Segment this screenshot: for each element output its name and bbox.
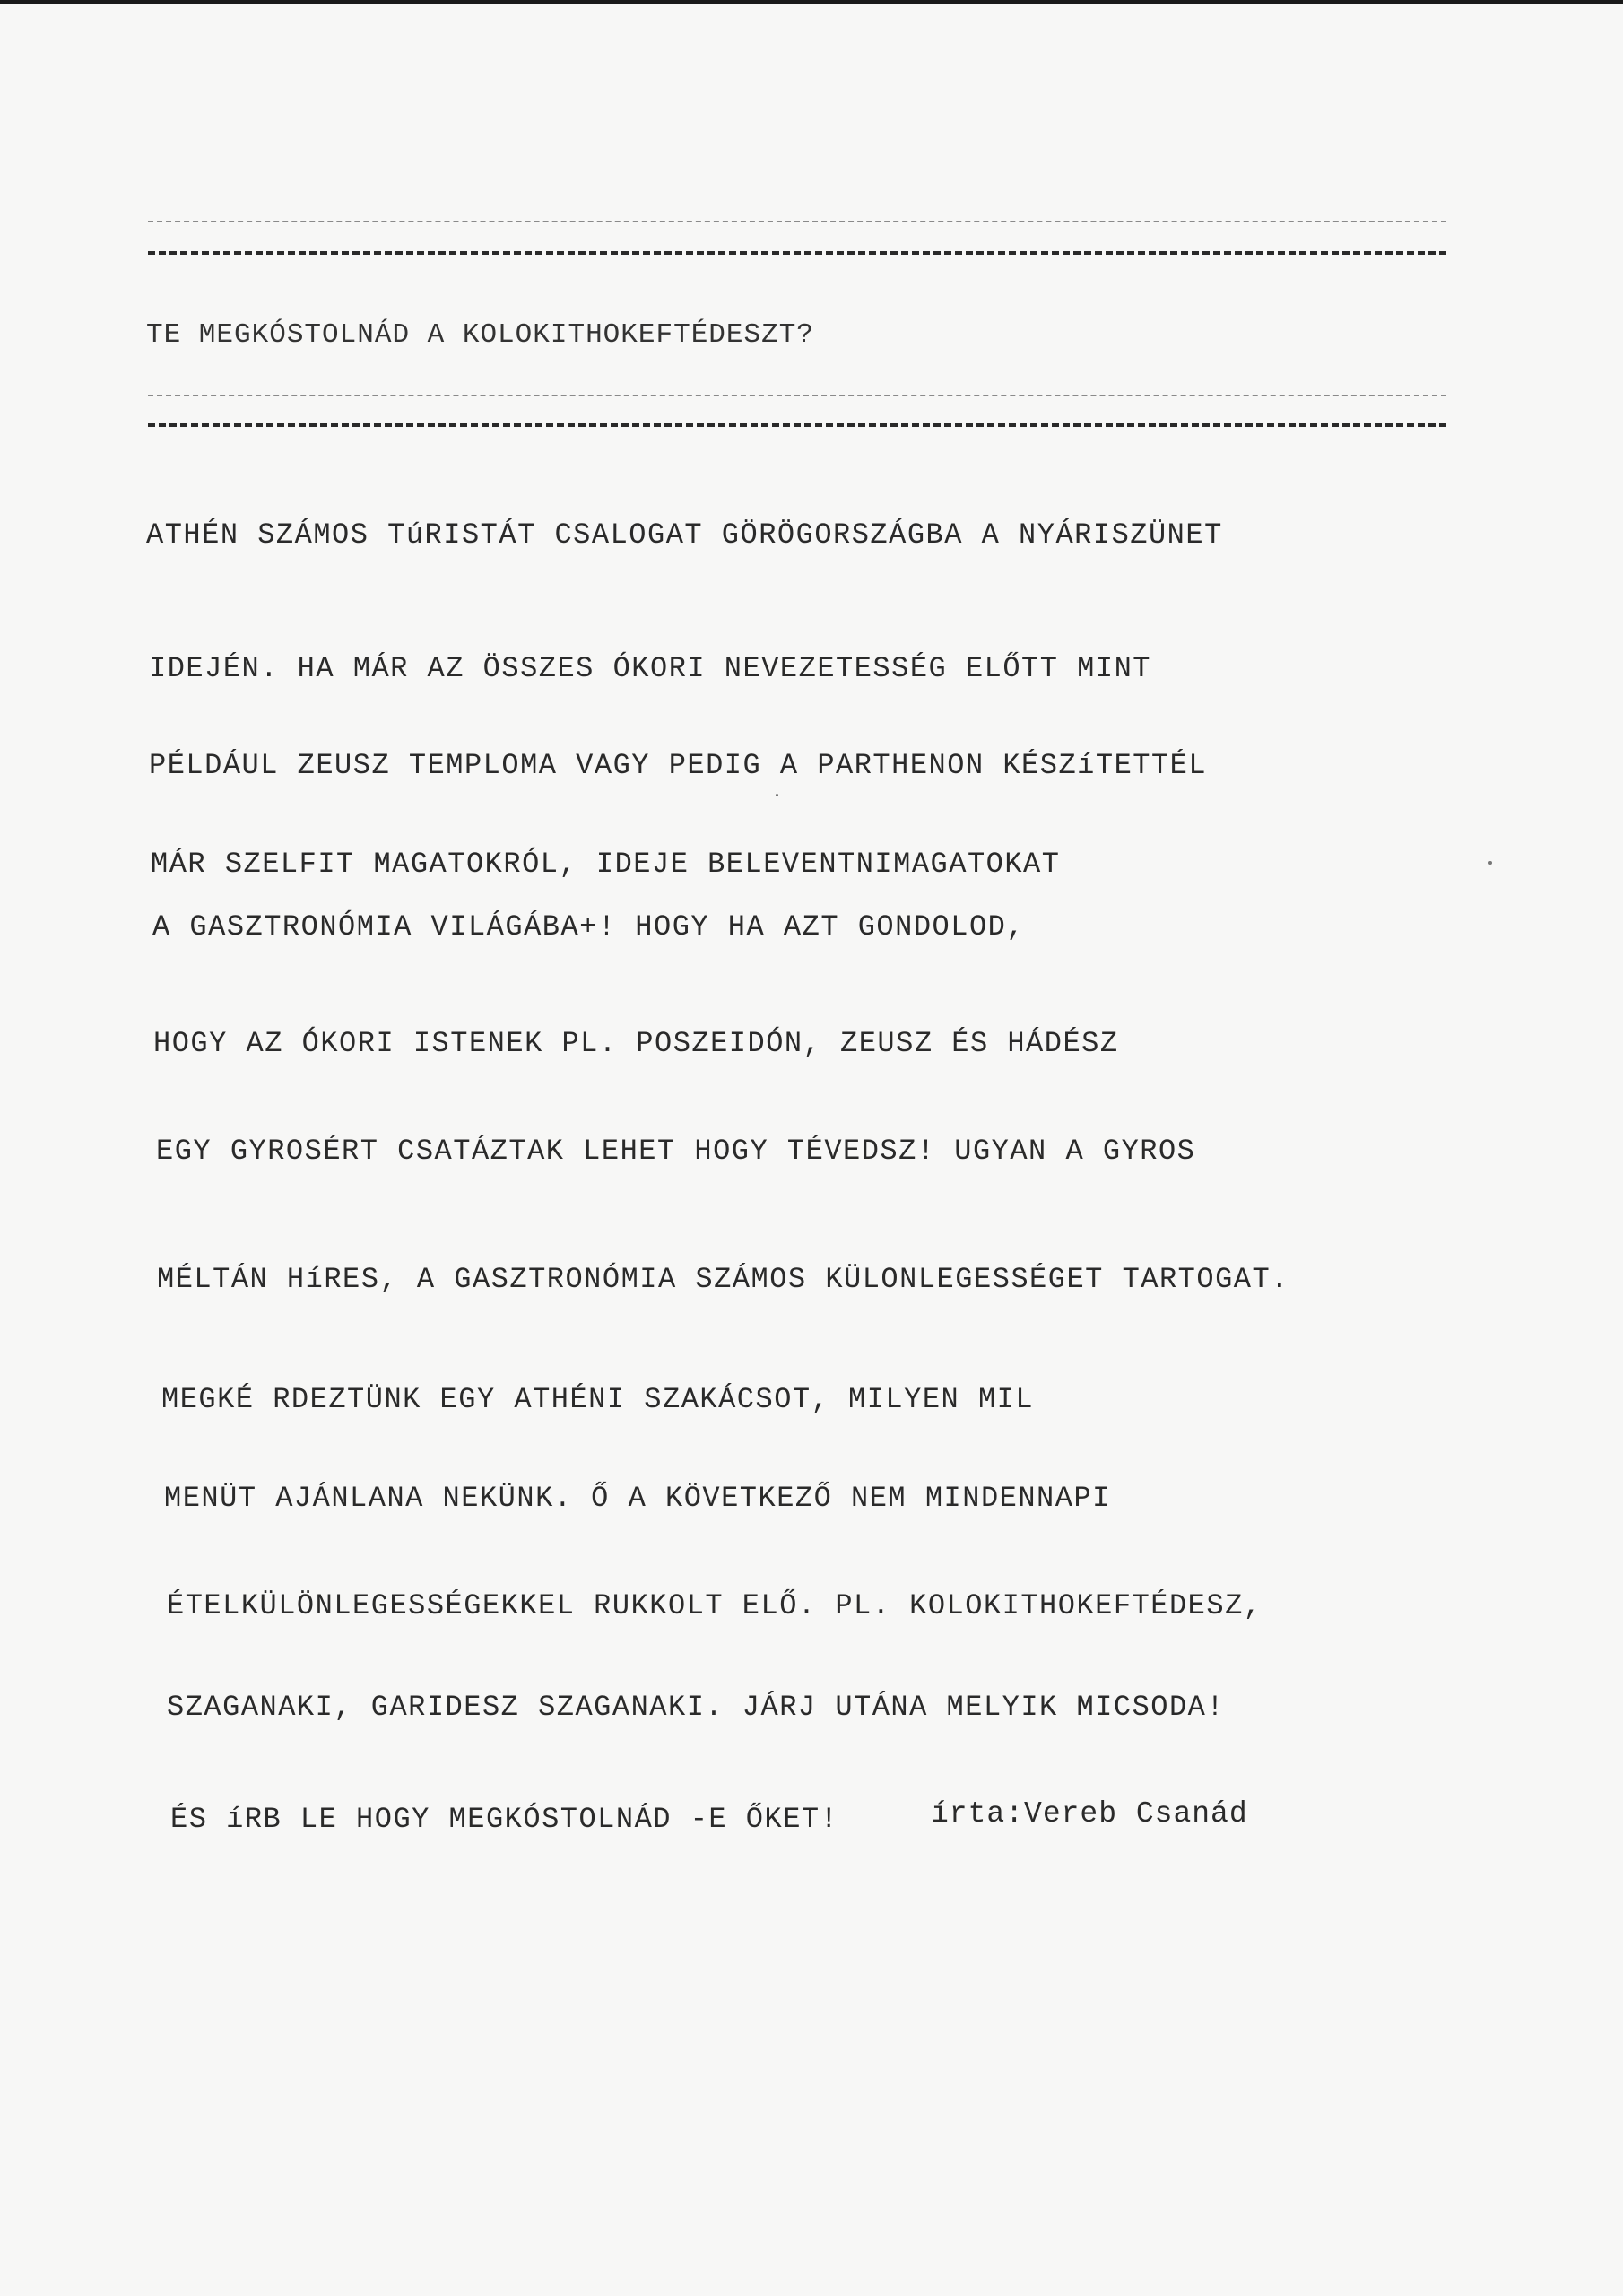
paper-speck xyxy=(1488,861,1492,865)
dashed-rule-heavy xyxy=(148,251,1446,255)
text-line: MENÜT AJÁNLANA NEKÜNK. Ő A KÖVETKEZŐ NEM MINDENNAPI xyxy=(164,1482,1111,1515)
text-line: PÉLDÁUL ZEUSZ TEMPLOMA VAGY PEDIG A PARTHENON KÉSZíTETTÉL xyxy=(149,749,1208,782)
dashed-rule-heavy xyxy=(148,423,1446,427)
author-signature: írta:Vereb Csanád xyxy=(931,1797,1248,1831)
dashed-rule-light xyxy=(148,395,1446,396)
text-line: A GASZTRONÓMIA VILÁGÁBA+! HOGY HA AZT GONDOLOD, xyxy=(152,910,1026,944)
text-line: MÉLTÁN HíRES, A GASZTRONÓMIA SZÁMOS KÜLONLEGESSÉGET TARTOGAT. xyxy=(157,1263,1289,1296)
text-line: ÉTELKÜLÖNLEGESSÉGEKKEL RUKKOLT ELŐ. PL. KOLOKITHOKEFTÉDESZ, xyxy=(167,1589,1263,1622)
document-title: TE MEGKÓSTOLNÁD A KOLOKITHOKEFTÉDESZT? xyxy=(146,319,814,351)
text-line: SZAGANAKI, GARIDESZ SZAGANAKI. JÁRJ UTÁNA MELYIK MICSODA! xyxy=(167,1691,1226,1724)
text-line: ÉS íRB LE HOGY MEGKÓSTOLNÁD -E ŐKET! xyxy=(170,1803,839,1836)
text-line: MÁR SZELFIT MAGATOKRÓL, IDEJE BELEVENTNIMAGATOKAT xyxy=(151,848,1061,881)
text-line: MEGKÉ RDEZTÜNK EGY ATHÉNI SZAKÁCSOT, MILYEN MIL xyxy=(161,1383,1035,1416)
text-line: ATHÉN SZÁMOS TúRISTÁT CSALOGAT GÖRÖGORSZÁGBA A NYÁRISZÜNET xyxy=(146,518,1223,552)
text-line: EGY GYROSÉRT CSATÁZTAK LEHET HOGY TÉVEDSZ! UGYAN A GYROS xyxy=(156,1135,1196,1168)
paper-speck xyxy=(776,794,778,796)
page-top-edge xyxy=(0,0,1623,4)
text-line: HOGY AZ ÓKORI ISTENEK PL. POSZEIDÓN, ZEUSZ ÉS HÁDÉSZ xyxy=(153,1027,1119,1060)
text-line: IDEJÉN. HA MÁR AZ ÖSSZES ÓKORI NEVEZETESSÉG ELŐTT MINT xyxy=(149,652,1151,685)
dashed-rule-light xyxy=(148,221,1446,222)
